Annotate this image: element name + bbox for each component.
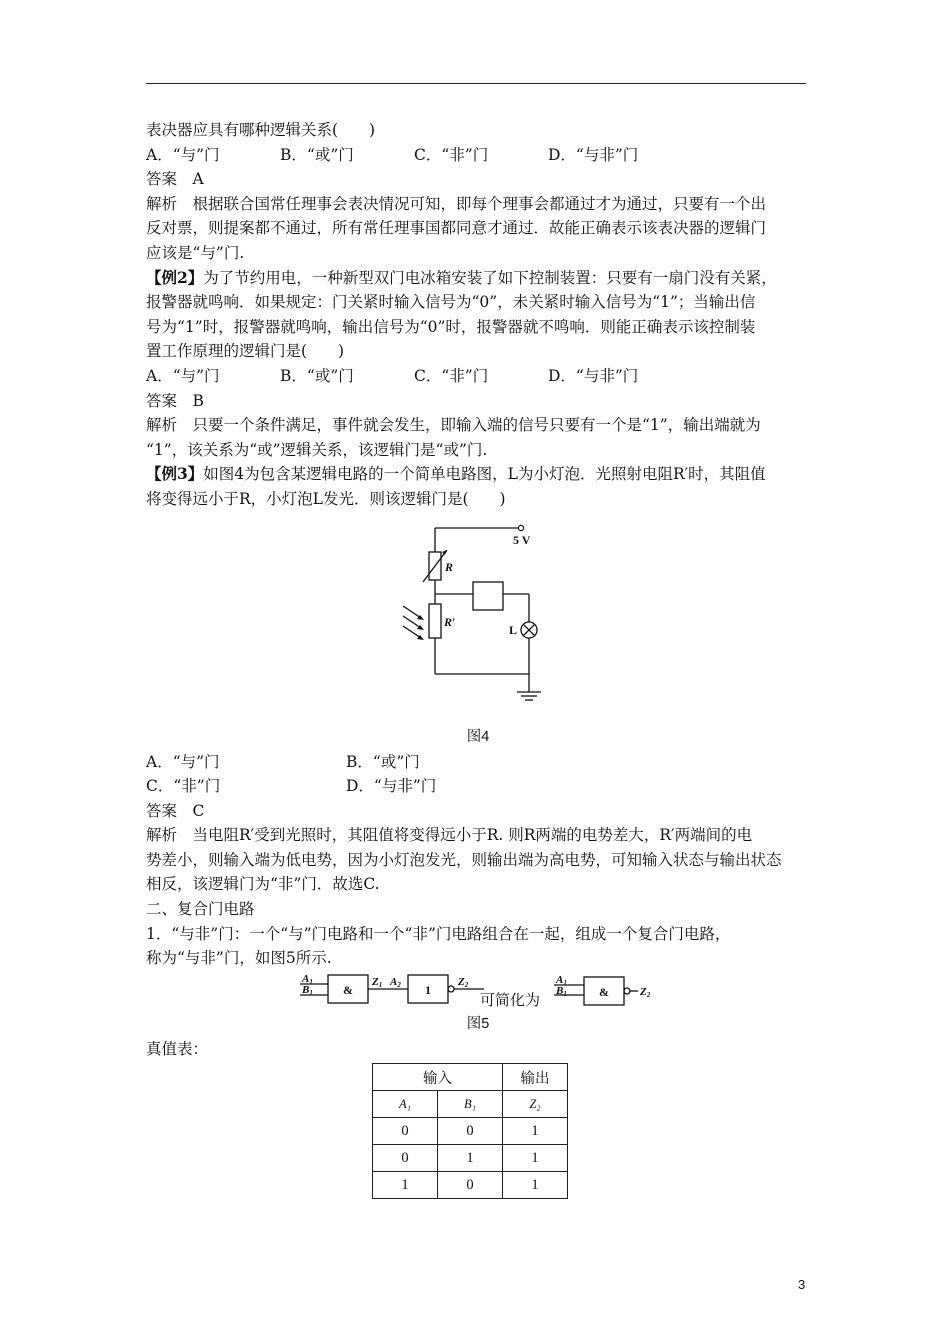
voltage-label: 5 V xyxy=(513,532,531,547)
truth-table-label: 真值表： xyxy=(146,1039,209,1058)
resistor-r-prime xyxy=(429,604,441,638)
q1-analysis-line: 解析 根据联合国常任理事会表决情况可知，即每个理事会都通过才为通过，只要有一个出 xyxy=(146,194,767,213)
nand-symbol: & xyxy=(599,984,609,999)
option-c: C．“非”门 xyxy=(414,366,489,385)
a1-label: A xyxy=(302,972,310,985)
q1-analysis-line: 应该是“与”门. xyxy=(146,243,245,262)
section-title: 二、复合门电路 xyxy=(146,900,255,919)
z2-sub-simplified: 2 xyxy=(646,990,651,999)
q1-answer: 答案 A xyxy=(146,170,204,189)
document-page xyxy=(146,118,810,1211)
table-cell: 1 xyxy=(373,1172,438,1199)
b1-label: B xyxy=(302,983,310,996)
option-a: A．“与”门 xyxy=(146,752,220,771)
table-row xyxy=(373,1118,568,1145)
ex3-stem-line xyxy=(146,462,810,487)
q1-stem: 表决器应具有哪种逻辑关系( ) xyxy=(146,121,376,139)
logic-gate-box xyxy=(473,582,503,610)
ex2-answer: 答案 B xyxy=(146,391,204,410)
a2-label: A xyxy=(390,975,398,988)
truth-table xyxy=(372,1063,568,1199)
b1-sub-simplified: 1 xyxy=(563,989,567,998)
section-item-line: 1．“与非”门：一个“与”门电路和一个“非”门电路组合在一起，组成一个复合门电路， xyxy=(146,924,731,943)
ex3-analysis-line: 解析 当电阻R′受到光照时，其阻值将变得远小于R. 则R两端的电势差大，R′两端间的电 xyxy=(146,826,753,845)
header-rule xyxy=(146,83,806,84)
b1-sub: 1 xyxy=(309,988,313,997)
table-cell: 1 xyxy=(503,1145,568,1172)
ex3-analysis-line: 势差小，则输入端为低电势，因为小灯泡发光，则输出端为高电势，可知输入状态与输出状态 xyxy=(146,850,782,869)
z1-label: Z xyxy=(372,975,379,988)
option-b: B．“或”门 xyxy=(280,366,354,385)
svg-text:Z1 xyxy=(371,976,382,989)
r-label: R xyxy=(445,559,454,574)
ex2-stem-line: 号为“1”时，报警器就鸣响，输出信号为“0”时，报警器就不鸣响．则能正确表示该控制装 xyxy=(146,317,756,336)
table-cell: 0 xyxy=(373,1145,438,1172)
ex3-stem-text: 如图4为包含某逻辑电路的一个简单电路图，L为小灯泡．光照射电阻R′时，其阻值 xyxy=(203,465,766,484)
table-cell: 0 xyxy=(438,1118,503,1145)
and-symbol: & xyxy=(343,982,353,997)
a1-label-simplified: A xyxy=(556,973,564,986)
ex3-answer: 答案 C xyxy=(146,801,205,820)
option-a: A．“与”门 xyxy=(146,366,220,385)
ex2-analysis-line: “1”，该关系为“或”逻辑关系，该逻辑门是“或”门. xyxy=(146,440,488,459)
ex2-stem-line xyxy=(146,266,810,291)
option-a: A．“与”门 xyxy=(146,145,220,164)
ex3-label: 【例3】 xyxy=(146,464,204,484)
ex2-analysis-line: 解析 只要一个条件满足，事件就会发生，即输入端的信号只要有一个是“1”，输出端就为 xyxy=(146,416,761,435)
option-c: C．“非”门 xyxy=(414,145,489,164)
ex2-label: 【例2】 xyxy=(146,267,204,287)
figure-4-caption: 图4 xyxy=(466,728,490,745)
option-d: D．“与非”门 xyxy=(346,777,437,796)
var-b1: B₁ xyxy=(438,1091,503,1118)
svg-text:Z2 xyxy=(457,976,469,989)
svg-text:A2 xyxy=(389,976,401,989)
lamp-label: L xyxy=(509,622,518,637)
option-b: B．“或”门 xyxy=(346,752,420,771)
page-number: 3 xyxy=(798,1277,806,1292)
header-input: 输入 xyxy=(373,1064,503,1091)
z2-label-simplified: Z xyxy=(640,985,647,998)
table-row xyxy=(373,1172,568,1199)
ex2-stem-text: 为了节约用电，一种新型双门电冰箱安装了如下控制装置：只要有一扇门没有关紧， xyxy=(203,268,777,287)
header-output: 输出 xyxy=(503,1064,568,1091)
table-header-row xyxy=(373,1064,568,1091)
truth-table-wrap xyxy=(146,1061,810,1211)
z2-label: Z xyxy=(458,975,465,988)
ex3-stem-line: 将变得远小于R，小灯泡L发光．则该逻辑门是( ) xyxy=(146,489,506,508)
ex3-options-row2 xyxy=(146,774,810,799)
option-d: D．“与非”门 xyxy=(548,366,639,385)
not-symbol: 1 xyxy=(425,982,431,997)
ex2-stem-line: 报警器就鸣响．如果规定：门关紧时输入信号为“0”，未关紧时输入信号为“1”；当输出信 xyxy=(146,293,756,312)
svg-text:Z2 xyxy=(639,986,651,999)
ex2-stem-line: 置工作原理的逻辑门是( ) xyxy=(146,342,345,361)
z2-sub: 2 xyxy=(464,980,469,989)
b1-label-simplified: B xyxy=(556,984,564,997)
table-cell: 1 xyxy=(503,1172,568,1199)
figure-4-circuit xyxy=(146,512,810,724)
z1-sub: 1 xyxy=(378,980,383,989)
var-z2: Z₂ xyxy=(503,1091,568,1118)
q1-options xyxy=(146,143,810,168)
var-a1: A₁ xyxy=(373,1091,438,1118)
table-cell: 0 xyxy=(438,1172,503,1199)
figure-5-gates xyxy=(146,971,810,1011)
table-cell: 0 xyxy=(373,1118,438,1145)
a1-sub-simplified: 1 xyxy=(563,978,567,987)
q1-analysis-line: 反对票，则提案都不通过，所有常任理事国都同意才通过．故能正确表示该表决器的逻辑门 xyxy=(146,219,767,238)
ex3-options-row1 xyxy=(146,750,810,775)
a1-sub: 1 xyxy=(309,977,313,986)
table-cell: 1 xyxy=(503,1118,568,1145)
option-c: C．“非”门 xyxy=(146,777,221,796)
table-row xyxy=(373,1145,568,1172)
figure-5-caption: 图5 xyxy=(466,1015,490,1032)
a2-sub: 2 xyxy=(397,980,401,989)
table-cell: 1 xyxy=(438,1145,503,1172)
section-item-line: 称为“与非”门，如图5所示. xyxy=(146,949,332,968)
circuit-diagram xyxy=(395,518,565,718)
simplify-text: 可简化为 xyxy=(480,990,541,1009)
r-prime-label: R′ xyxy=(444,614,456,629)
ex2-options xyxy=(146,364,810,389)
table-var-row xyxy=(373,1091,568,1118)
option-b: B．“或”门 xyxy=(280,145,354,164)
option-d: D．“与非”门 xyxy=(548,145,639,164)
ex3-analysis-line: 相反，该逻辑门为“非”门．故选C. xyxy=(146,875,380,894)
